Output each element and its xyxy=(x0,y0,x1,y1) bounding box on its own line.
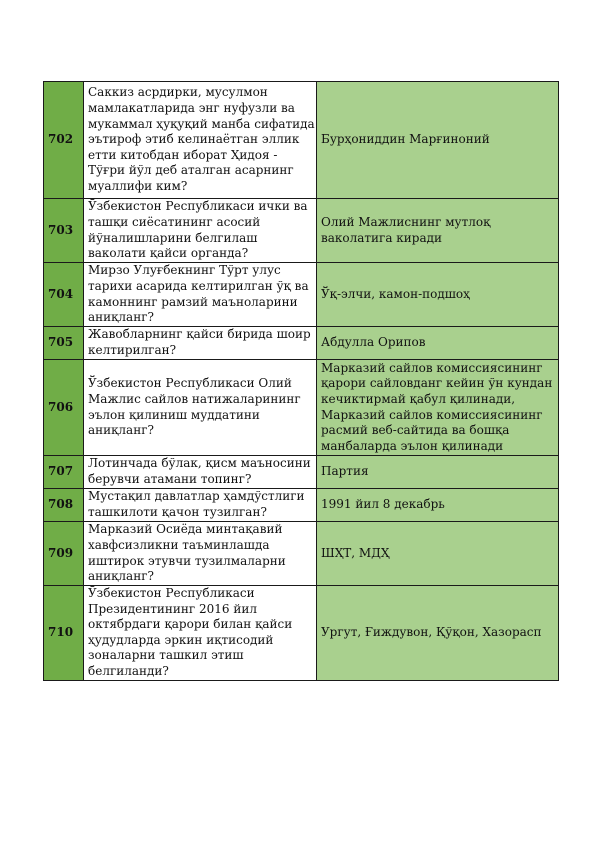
table-row xyxy=(44,522,559,586)
table-row xyxy=(44,456,559,489)
question-number: 710 xyxy=(44,586,84,681)
question-number: 702 xyxy=(44,82,84,199)
answer-text: Абдулла Орипов xyxy=(317,327,559,360)
answer-text: ШҲТ, МДҲ xyxy=(317,522,559,586)
answer-text: Олий Мажлиснинг мутлоқ ваколатига киради xyxy=(317,199,559,263)
table-row xyxy=(44,199,559,263)
question-number: 709 xyxy=(44,522,84,586)
table-row xyxy=(44,360,559,456)
question-text: Ўзбекистон Республикаси Президентининг 2016 йил октябрдаги қарори билан қайси ҳудудларда эркин иқтисодий зоналарни ташкил этиш белгиланди? xyxy=(84,586,317,681)
question-text: Мирзо Улуғбекнинг Тўрт улус тарихи асарида келтирилган ўқ ва камоннинг рамзий маъноларини аниқланг? xyxy=(84,263,317,327)
table-row xyxy=(44,489,559,522)
answer-text: 1991 йил 8 декабрь xyxy=(317,489,559,522)
question-text: Ўзбекистон Республикаси Олий Мажлис сайлов натижаларининг эълон қилиниш муддатини аниқланг? xyxy=(84,360,317,456)
table-row xyxy=(44,327,559,360)
question-text: Жавобларнинг қайси бирида шоир келтирилган? xyxy=(84,327,317,360)
answer-text: Марказий сайлов комиссиясининг қарори сайловданг кейин ўн кундан кечиктирмай қабул қилинади, Марказий сайлов комиссиясининг расмий веб-сайтида ва бошқа манбаларда эълон қилинади xyxy=(317,360,559,456)
question-text: Саккиз асрдирки, мусулмон мамлакатларида энг нуфузли ва мукаммал ҳуқуқий манба сифатида эътироф этиб келинаётган эллик етти китобдан иборат Ҳидоя - Тўғри йўл деб аталган асарнинг муаллифи ким? xyxy=(84,82,317,199)
question-text: Ўзбекистон Республикаси ички ва ташқи сиёсатининг асосий йўналишларини белгилаш ваколати қайси органда? xyxy=(84,199,317,263)
table-row xyxy=(44,263,559,327)
question-number: 705 xyxy=(44,327,84,360)
table-row xyxy=(44,586,559,681)
answer-text: Ургут, Ғиждувон, Қўқон, Хазорасп xyxy=(317,586,559,681)
answer-text: Ўқ-элчи, камон-подшоҳ xyxy=(317,263,559,327)
answer-text: Бурҳониддин Марғиноний xyxy=(317,82,559,199)
questions-table xyxy=(43,81,559,681)
question-text: Марказий Осиёда минтақавий хавфсизликни таъминлашда иштирок этувчи тузилмаларни аниқланг? xyxy=(84,522,317,586)
question-number: 708 xyxy=(44,489,84,522)
question-text: Мустақил давлатлар ҳамдўстлиги ташкилоти қачон тузилган? xyxy=(84,489,317,522)
question-number: 704 xyxy=(44,263,84,327)
question-text: Лотинчада бўлак, қисм маъносини берувчи атамани топинг? xyxy=(84,456,317,489)
table-row xyxy=(44,82,559,199)
question-number: 706 xyxy=(44,360,84,456)
question-number: 707 xyxy=(44,456,84,489)
question-number: 703 xyxy=(44,199,84,263)
answer-text: Партия xyxy=(317,456,559,489)
